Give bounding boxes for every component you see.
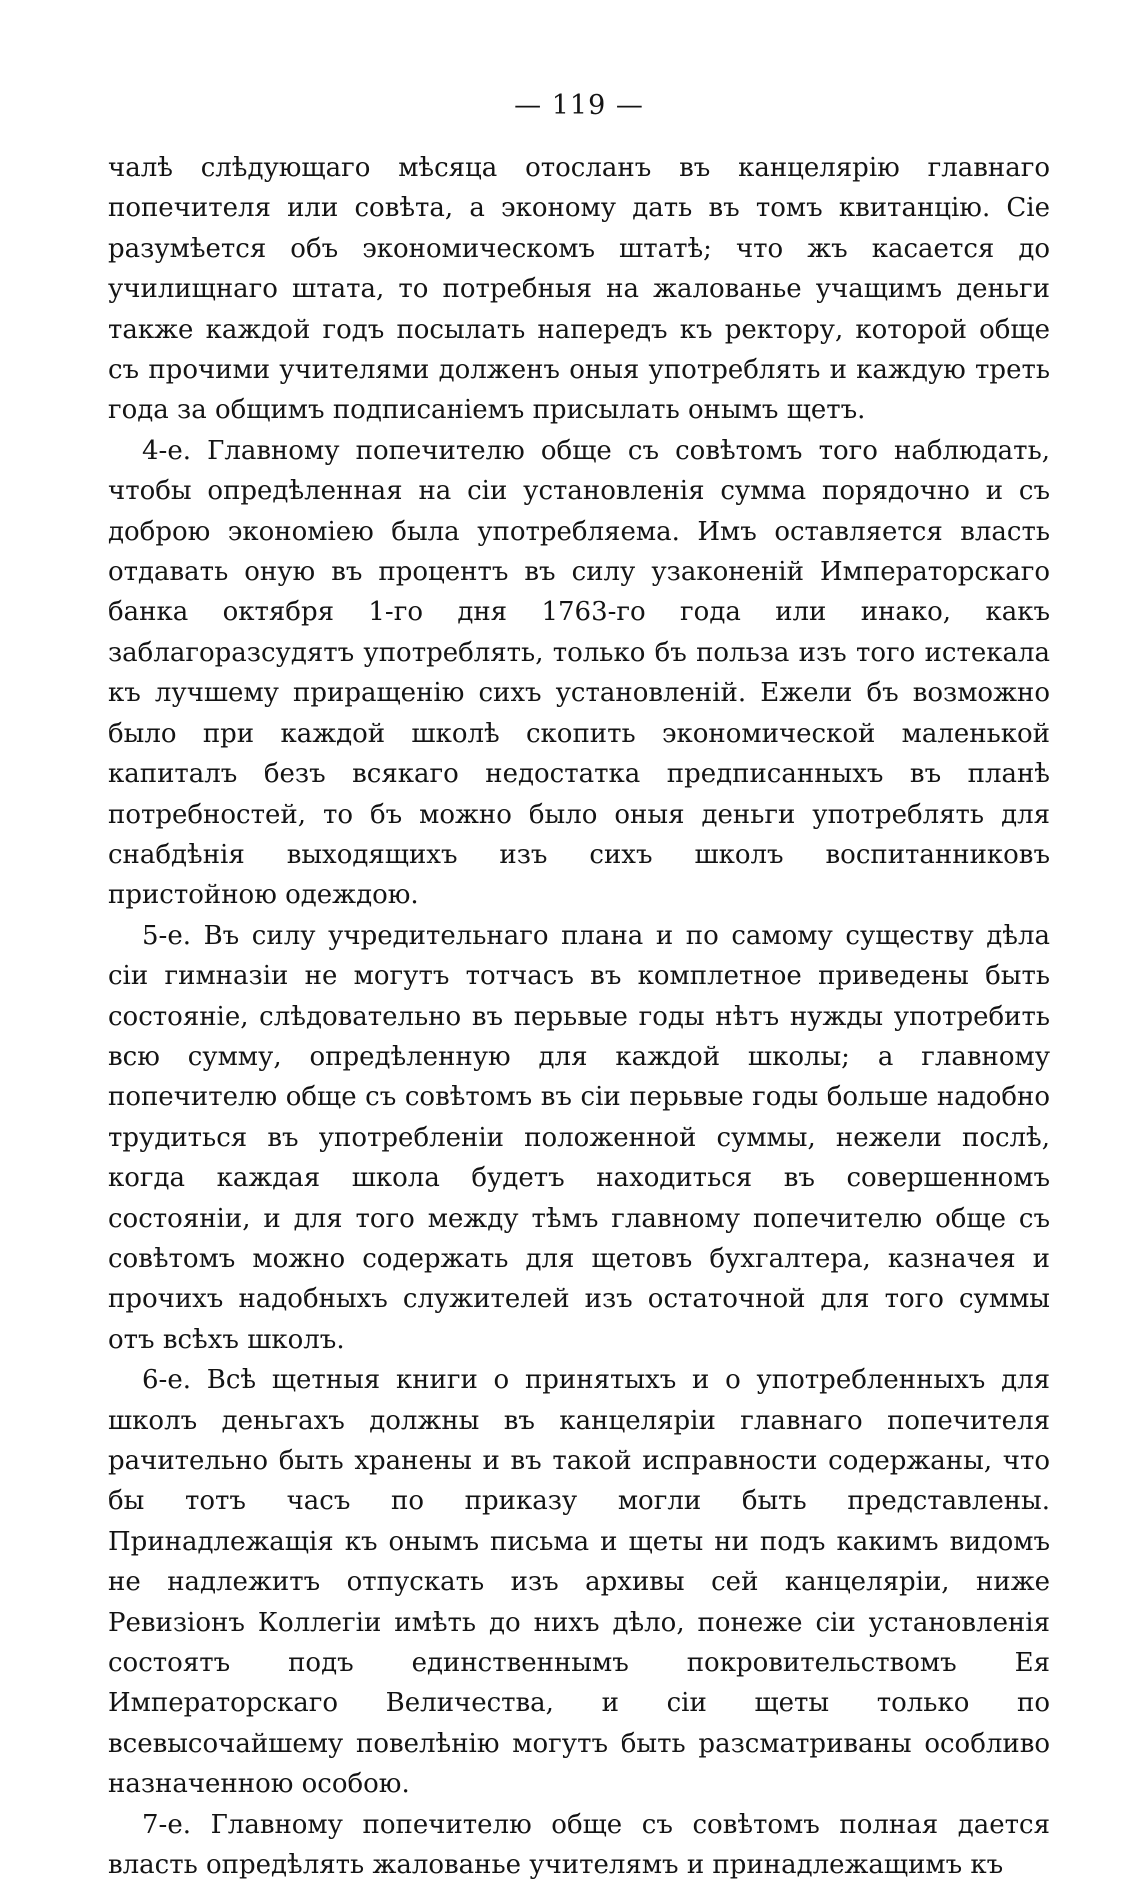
paragraph-4: 4-е. Главному попечителю обще съ совѣтомъ того наблюдать, чтобы опредѣленная на сіи установленія сумма порядочно и съ доброю экономіею была употребляема. Имъ оставляется власть отдавать оную въ процентъ въ силу узаконеній Императорскаго банка октября 1-го дня 1763-го года или инако, какъ заблагоразсудятъ употреблять, только бъ польза изъ того истекала къ лучшему приращенію сихъ установленій. Ежели бъ возможно было при каждой школѣ скопить экономической маленькой капиталъ безъ всякаго недостатка предписанныхъ въ планѣ потребностей, то бъ можно было оныя деньги употреблять для снабдѣнія выходящихъ изъ сихъ школъ воспитанниковъ пристойною одеждою. [108,435,1050,911]
paragraph-7: 7-е. Главному попечителю обще съ совѣтомъ полная дается власть опредѣлять жалованье учителямъ и принадлежащимъ къ [108,1809,1050,1881]
book-page [108,0,1050,1881]
paragraph-continued: чалѣ слѣдующаго мѣсяца отосланъ въ канцелярію главнаго попечителя или совѣта, а эконому дать въ томъ квитанцію. Сіе разумѣется объ экономическомъ штатѣ; что жъ касается до училищнаго штата, то потребныя на жалованье учащимъ деньги также каждой годъ посылать напередъ къ ректору, которой обще съ прочими учителями долженъ оныя употреблять и каждую треть года за общимъ подписаніемъ присылать онымъ щетъ. [108,153,1050,426]
page-number: — 119 — [514,90,644,121]
paragraph-5: 5-е. Въ силу учредительнаго плана и по самому существу дѣла сіи гимназіи не могутъ тотчасъ въ комплетное приведены быть состояніе, слѣдовательно въ перьвые годы нѣтъ нужды употребить всю сумму, опредѣленную для каждой школы; а главному попечителю обще съ совѣтомъ въ сіи перьвые годы больше надобно трудиться въ употребленіи положенной суммы, нежели послѣ, когда каждая школа будетъ находиться въ совершенномъ состояніи, и для того между тѣмъ главному попечителю обще съ совѣтомъ можно содержать для щетовъ бухгалтера, казначея и прочихъ надобныхъ служителей изъ остаточной для того суммы отъ всѣхъ школъ. [108,920,1050,1355]
paragraph-6: 6-е. Всѣ щетныя книги о принятыхъ и о употребленныхъ для школъ деньгахъ должны въ канцеляріи главнаго попечителя рачительно быть хранены и въ такой исправности содержаны, что бы тотъ часъ по приказу могли быть представлены. Принадлежащія къ онымъ письма и щеты ни подъ какимъ видомъ не надлежитъ отпускать изъ архивы сей канцеляріи, ниже Ревизіонъ Коллегіи имѣть до нихъ дѣло, понеже сіи установленія состоятъ подъ единственнымъ покровительствомъ Ея Императорскаго Величества, и сіи щеты только по всевысочайшему повелѣнію могутъ быть разсматриваны особливо назначенною особою. [108,1365,1050,1800]
page-body-text [108,148,1050,1885]
